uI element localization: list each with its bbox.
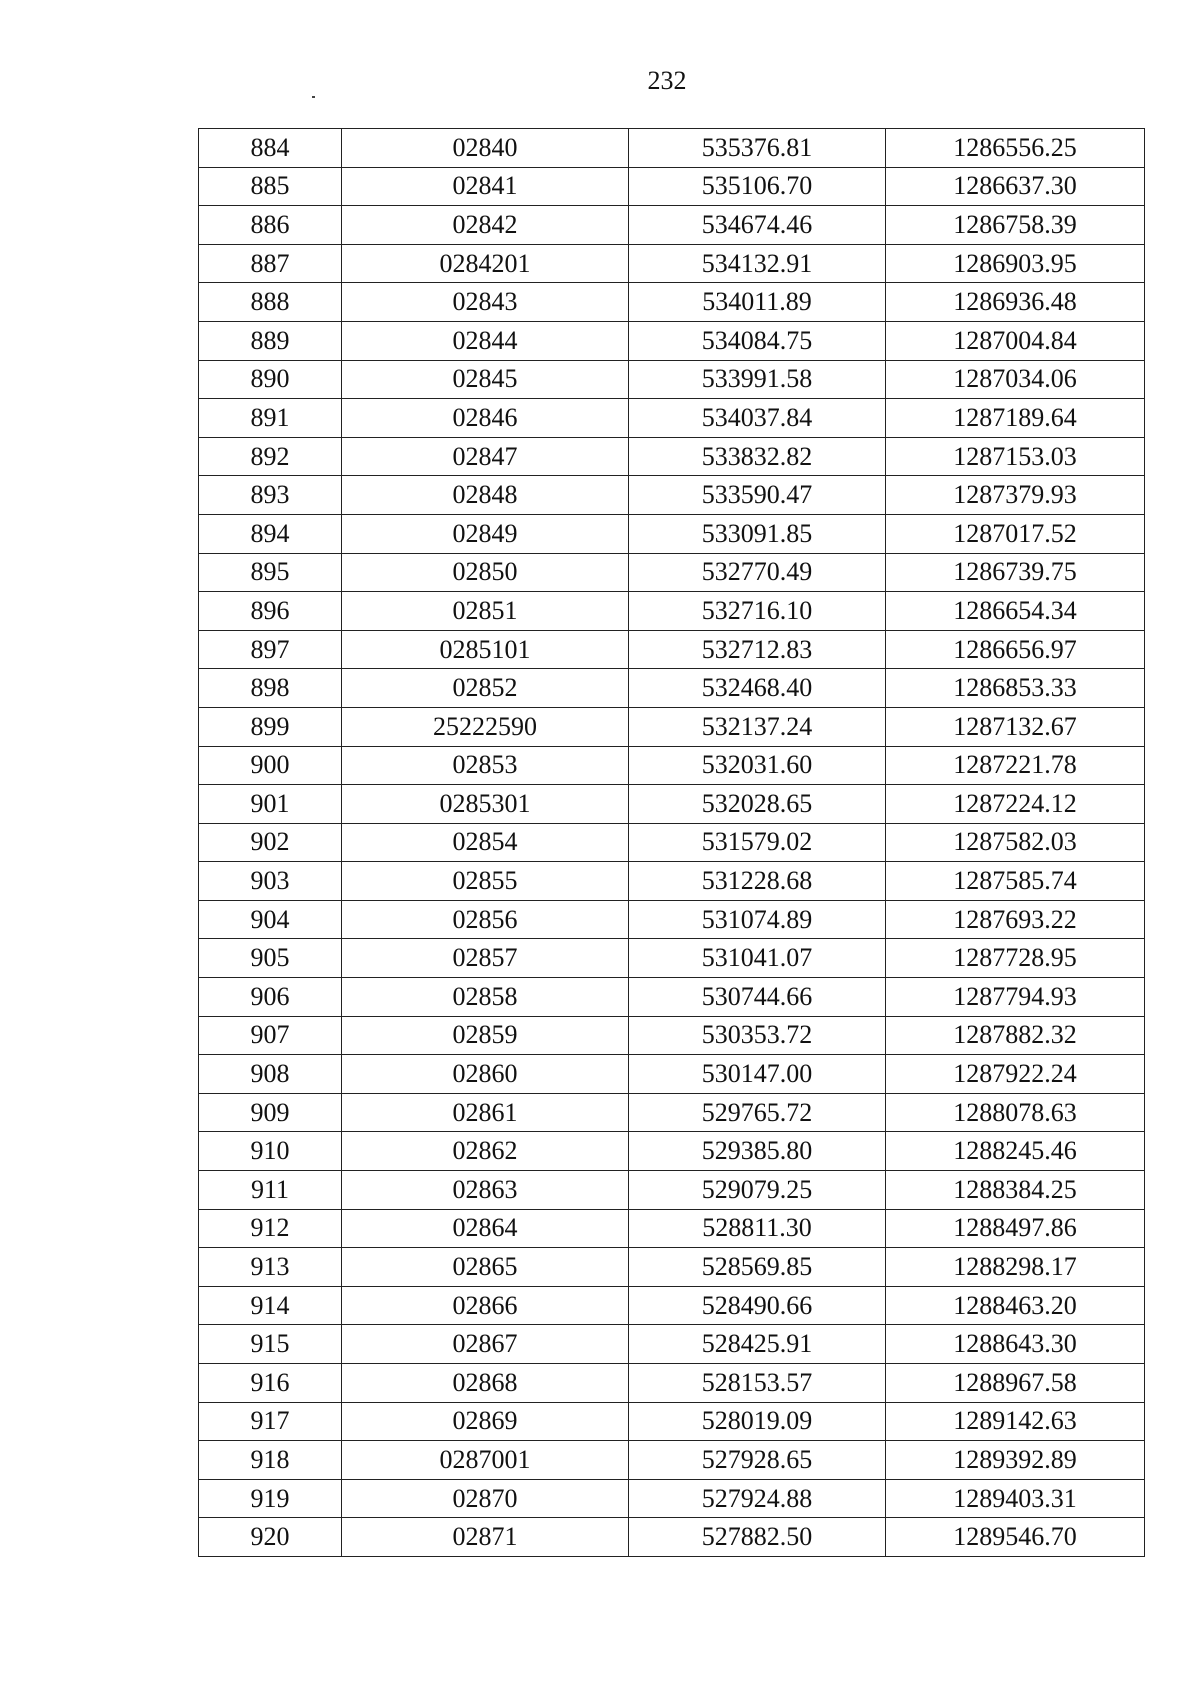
point-id-cell: 02846 xyxy=(342,399,629,438)
table-row xyxy=(199,630,1145,669)
y-coordinate-cell: 1286637.30 xyxy=(886,167,1145,206)
y-coordinate-cell: 1287034.06 xyxy=(886,360,1145,399)
point-id-cell: 02871 xyxy=(342,1518,629,1557)
row-number-cell: 892 xyxy=(199,437,342,476)
x-coordinate-cell: 527924.88 xyxy=(629,1479,886,1518)
y-coordinate-cell: 1286739.75 xyxy=(886,553,1145,592)
point-id-cell: 02865 xyxy=(342,1248,629,1287)
y-coordinate-cell: 1288643.30 xyxy=(886,1325,1145,1364)
x-coordinate-cell: 534132.91 xyxy=(629,244,886,283)
x-coordinate-cell: 532137.24 xyxy=(629,707,886,746)
row-number-cell: 896 xyxy=(199,592,342,631)
x-coordinate-cell: 533590.47 xyxy=(629,476,886,515)
x-coordinate-cell: 527882.50 xyxy=(629,1518,886,1557)
point-id-cell: 02869 xyxy=(342,1402,629,1441)
row-number-cell: 909 xyxy=(199,1093,342,1132)
x-coordinate-cell: 533991.58 xyxy=(629,360,886,399)
point-id-cell: 02844 xyxy=(342,321,629,360)
y-coordinate-cell: 1289546.70 xyxy=(886,1518,1145,1557)
y-coordinate-cell: 1287221.78 xyxy=(886,746,1145,785)
table-row xyxy=(199,823,1145,862)
table-row xyxy=(199,1479,1145,1518)
table-row xyxy=(199,746,1145,785)
point-id-cell: 02857 xyxy=(342,939,629,978)
point-id-cell: 02854 xyxy=(342,823,629,862)
x-coordinate-cell: 534084.75 xyxy=(629,321,886,360)
row-number-cell: 911 xyxy=(199,1171,342,1210)
x-coordinate-cell: 532028.65 xyxy=(629,785,886,824)
point-id-cell: 02861 xyxy=(342,1093,629,1132)
point-id-cell: 02864 xyxy=(342,1209,629,1248)
row-number-cell: 904 xyxy=(199,900,342,939)
stray-mark xyxy=(312,96,315,98)
y-coordinate-cell: 1288384.25 xyxy=(886,1171,1145,1210)
row-number-cell: 914 xyxy=(199,1286,342,1325)
point-id-cell: 02867 xyxy=(342,1325,629,1364)
x-coordinate-cell: 529385.80 xyxy=(629,1132,886,1171)
table-row xyxy=(199,1171,1145,1210)
y-coordinate-cell: 1287794.93 xyxy=(886,978,1145,1017)
point-id-cell: 02859 xyxy=(342,1016,629,1055)
row-number-cell: 884 xyxy=(199,129,342,168)
row-number-cell: 906 xyxy=(199,978,342,1017)
x-coordinate-cell: 528811.30 xyxy=(629,1209,886,1248)
row-number-cell: 916 xyxy=(199,1364,342,1403)
row-number-cell: 901 xyxy=(199,785,342,824)
table-row xyxy=(199,900,1145,939)
y-coordinate-cell: 1287693.22 xyxy=(886,900,1145,939)
point-id-cell: 02849 xyxy=(342,514,629,553)
point-id-cell: 02842 xyxy=(342,206,629,245)
table-row xyxy=(199,1402,1145,1441)
y-coordinate-cell: 1287132.67 xyxy=(886,707,1145,746)
x-coordinate-cell: 530147.00 xyxy=(629,1055,886,1094)
x-coordinate-cell: 529079.25 xyxy=(629,1171,886,1210)
row-number-cell: 903 xyxy=(199,862,342,901)
point-id-cell: 02868 xyxy=(342,1364,629,1403)
x-coordinate-cell: 529765.72 xyxy=(629,1093,886,1132)
y-coordinate-cell: 1288245.46 xyxy=(886,1132,1145,1171)
y-coordinate-cell: 1288967.58 xyxy=(886,1364,1145,1403)
point-id-cell: 02848 xyxy=(342,476,629,515)
y-coordinate-cell: 1287728.95 xyxy=(886,939,1145,978)
x-coordinate-cell: 531041.07 xyxy=(629,939,886,978)
table-row xyxy=(199,939,1145,978)
y-coordinate-cell: 1286556.25 xyxy=(886,129,1145,168)
row-number-cell: 908 xyxy=(199,1055,342,1094)
y-coordinate-cell: 1287189.64 xyxy=(886,399,1145,438)
point-id-cell: 02850 xyxy=(342,553,629,592)
row-number-cell: 891 xyxy=(199,399,342,438)
y-coordinate-cell: 1286654.34 xyxy=(886,592,1145,631)
x-coordinate-cell: 532716.10 xyxy=(629,592,886,631)
row-number-cell: 915 xyxy=(199,1325,342,1364)
table-row xyxy=(199,167,1145,206)
row-number-cell: 888 xyxy=(199,283,342,322)
point-id-cell: 02860 xyxy=(342,1055,629,1094)
y-coordinate-cell: 1287017.52 xyxy=(886,514,1145,553)
x-coordinate-cell: 528569.85 xyxy=(629,1248,886,1287)
row-number-cell: 910 xyxy=(199,1132,342,1171)
table-row xyxy=(199,1093,1145,1132)
x-coordinate-cell: 528019.09 xyxy=(629,1402,886,1441)
x-coordinate-cell: 532712.83 xyxy=(629,630,886,669)
row-number-cell: 920 xyxy=(199,1518,342,1557)
point-id-cell: 02845 xyxy=(342,360,629,399)
y-coordinate-cell: 1287153.03 xyxy=(886,437,1145,476)
table-row xyxy=(199,1441,1145,1480)
y-coordinate-cell: 1288298.17 xyxy=(886,1248,1145,1287)
point-id-cell: 0285301 xyxy=(342,785,629,824)
table-row xyxy=(199,1325,1145,1364)
y-coordinate-cell: 1287585.74 xyxy=(886,862,1145,901)
point-id-cell: 02852 xyxy=(342,669,629,708)
x-coordinate-cell: 530744.66 xyxy=(629,978,886,1017)
point-id-cell: 02855 xyxy=(342,862,629,901)
row-number-cell: 919 xyxy=(199,1479,342,1518)
y-coordinate-cell: 1287004.84 xyxy=(886,321,1145,360)
point-id-cell: 02851 xyxy=(342,592,629,631)
point-id-cell: 02863 xyxy=(342,1171,629,1210)
row-number-cell: 912 xyxy=(199,1209,342,1248)
point-id-cell: 02841 xyxy=(342,167,629,206)
page-number: 232 xyxy=(647,66,687,95)
y-coordinate-cell: 1286758.39 xyxy=(886,206,1145,245)
y-coordinate-cell: 1287922.24 xyxy=(886,1055,1145,1094)
x-coordinate-cell: 530353.72 xyxy=(629,1016,886,1055)
point-id-cell: 02847 xyxy=(342,437,629,476)
row-number-cell: 895 xyxy=(199,553,342,592)
point-id-cell: 02862 xyxy=(342,1132,629,1171)
x-coordinate-cell: 533091.85 xyxy=(629,514,886,553)
table-row xyxy=(199,1132,1145,1171)
x-coordinate-cell: 535376.81 xyxy=(629,129,886,168)
x-coordinate-cell: 531579.02 xyxy=(629,823,886,862)
row-number-cell: 887 xyxy=(199,244,342,283)
table-row xyxy=(199,437,1145,476)
row-number-cell: 890 xyxy=(199,360,342,399)
y-coordinate-cell: 1288463.20 xyxy=(886,1286,1145,1325)
table-row xyxy=(199,1055,1145,1094)
point-id-cell: 02870 xyxy=(342,1479,629,1518)
table-row xyxy=(199,1209,1145,1248)
table-row xyxy=(199,553,1145,592)
row-number-cell: 907 xyxy=(199,1016,342,1055)
point-id-cell: 02866 xyxy=(342,1286,629,1325)
x-coordinate-cell: 532031.60 xyxy=(629,746,886,785)
table-row xyxy=(199,592,1145,631)
x-coordinate-cell: 533832.82 xyxy=(629,437,886,476)
row-number-cell: 898 xyxy=(199,669,342,708)
x-coordinate-cell: 534674.46 xyxy=(629,206,886,245)
y-coordinate-cell: 1287224.12 xyxy=(886,785,1145,824)
table-row xyxy=(199,707,1145,746)
x-coordinate-cell: 528425.91 xyxy=(629,1325,886,1364)
table-row xyxy=(199,1364,1145,1403)
coordinates-table xyxy=(198,128,1145,1557)
row-number-cell: 917 xyxy=(199,1402,342,1441)
point-id-cell: 0284201 xyxy=(342,244,629,283)
table-row xyxy=(199,1518,1145,1557)
table-row xyxy=(199,1248,1145,1287)
table-row xyxy=(199,978,1145,1017)
table-row xyxy=(199,283,1145,322)
point-id-cell: 02856 xyxy=(342,900,629,939)
row-number-cell: 897 xyxy=(199,630,342,669)
row-number-cell: 893 xyxy=(199,476,342,515)
row-number-cell: 905 xyxy=(199,939,342,978)
row-number-cell: 900 xyxy=(199,746,342,785)
table-row xyxy=(199,399,1145,438)
x-coordinate-cell: 534037.84 xyxy=(629,399,886,438)
point-id-cell: 25222590 xyxy=(342,707,629,746)
row-number-cell: 886 xyxy=(199,206,342,245)
table-row xyxy=(199,360,1145,399)
y-coordinate-cell: 1289392.89 xyxy=(886,1441,1145,1480)
row-number-cell: 889 xyxy=(199,321,342,360)
x-coordinate-cell: 532770.49 xyxy=(629,553,886,592)
x-coordinate-cell: 531074.89 xyxy=(629,900,886,939)
table-row xyxy=(199,514,1145,553)
table-row xyxy=(199,785,1145,824)
table-row xyxy=(199,862,1145,901)
table-row xyxy=(199,321,1145,360)
table-row xyxy=(199,1016,1145,1055)
point-id-cell: 0287001 xyxy=(342,1441,629,1480)
row-number-cell: 902 xyxy=(199,823,342,862)
y-coordinate-cell: 1289142.63 xyxy=(886,1402,1145,1441)
table-row xyxy=(199,1286,1145,1325)
y-coordinate-cell: 1286936.48 xyxy=(886,283,1145,322)
row-number-cell: 918 xyxy=(199,1441,342,1480)
y-coordinate-cell: 1286853.33 xyxy=(886,669,1145,708)
y-coordinate-cell: 1286656.97 xyxy=(886,630,1145,669)
x-coordinate-cell: 528490.66 xyxy=(629,1286,886,1325)
table-row xyxy=(199,476,1145,515)
x-coordinate-cell: 531228.68 xyxy=(629,862,886,901)
row-number-cell: 913 xyxy=(199,1248,342,1287)
x-coordinate-cell: 532468.40 xyxy=(629,669,886,708)
row-number-cell: 899 xyxy=(199,707,342,746)
x-coordinate-cell: 527928.65 xyxy=(629,1441,886,1480)
x-coordinate-cell: 528153.57 xyxy=(629,1364,886,1403)
coordinates-table-body xyxy=(199,129,1145,1557)
table-row xyxy=(199,244,1145,283)
y-coordinate-cell: 1287582.03 xyxy=(886,823,1145,862)
y-coordinate-cell: 1288497.86 xyxy=(886,1209,1145,1248)
point-id-cell: 0285101 xyxy=(342,630,629,669)
y-coordinate-cell: 1287379.93 xyxy=(886,476,1145,515)
point-id-cell: 02858 xyxy=(342,978,629,1017)
point-id-cell: 02840 xyxy=(342,129,629,168)
table-row xyxy=(199,206,1145,245)
x-coordinate-cell: 535106.70 xyxy=(629,167,886,206)
row-number-cell: 894 xyxy=(199,514,342,553)
x-coordinate-cell: 534011.89 xyxy=(629,283,886,322)
y-coordinate-cell: 1288078.63 xyxy=(886,1093,1145,1132)
table-row xyxy=(199,669,1145,708)
table-row xyxy=(199,129,1145,168)
point-id-cell: 02853 xyxy=(342,746,629,785)
y-coordinate-cell: 1289403.31 xyxy=(886,1479,1145,1518)
y-coordinate-cell: 1286903.95 xyxy=(886,244,1145,283)
row-number-cell: 885 xyxy=(199,167,342,206)
point-id-cell: 02843 xyxy=(342,283,629,322)
y-coordinate-cell: 1287882.32 xyxy=(886,1016,1145,1055)
